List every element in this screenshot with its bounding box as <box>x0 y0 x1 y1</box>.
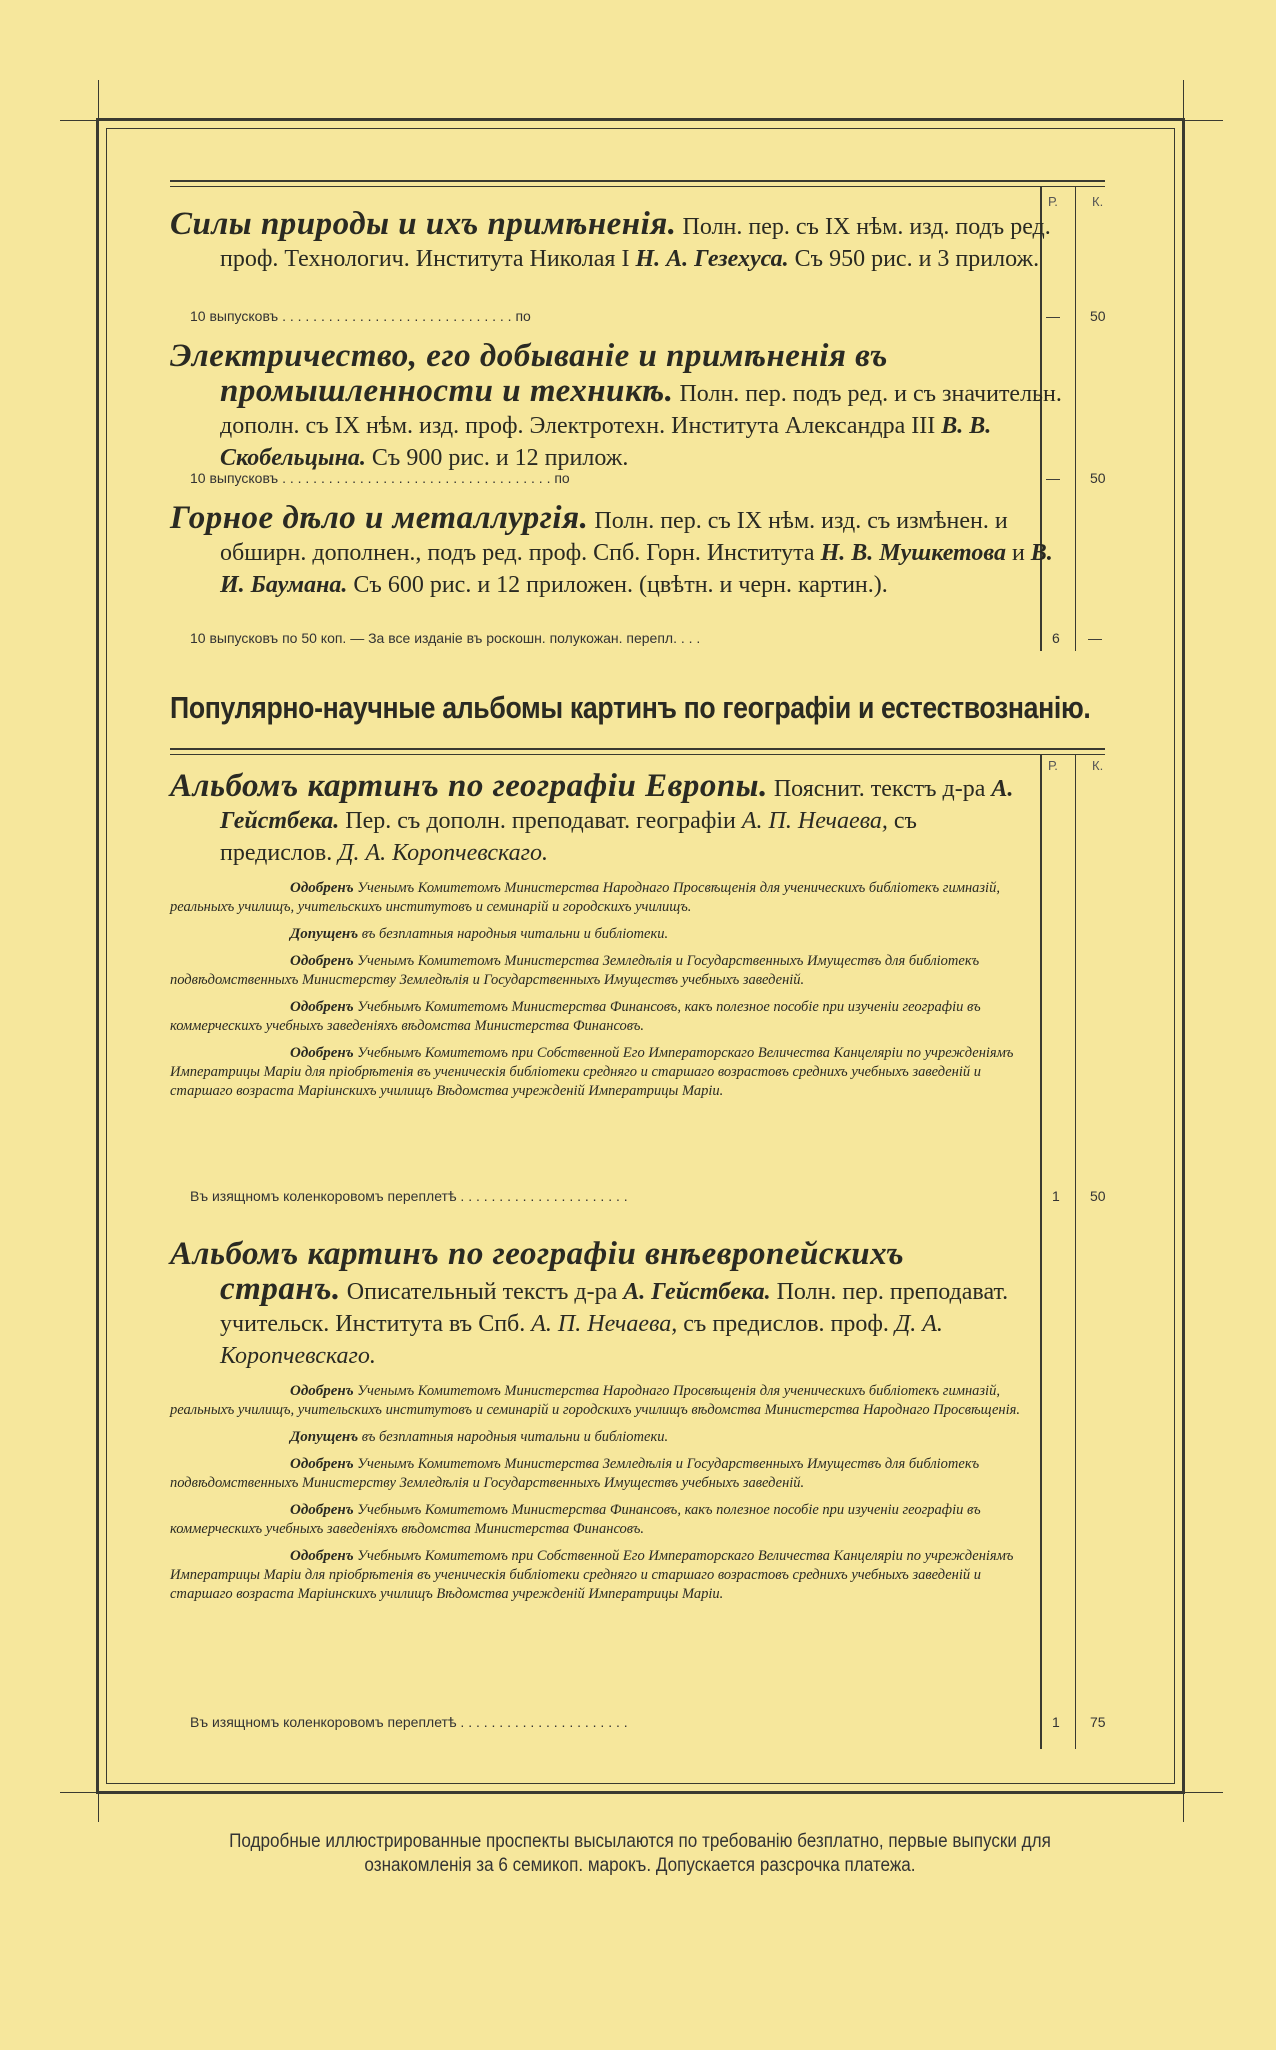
section-rule <box>170 748 1105 750</box>
album-author: А. Гейстбека. <box>220 776 1014 834</box>
price-rub: 6 <box>1052 630 1060 646</box>
entry-tail: 10 выпусковъ по 50 коп. — За все изданіе въ роскошн. полукожан. перепл. . . . <box>190 630 701 646</box>
top-rule <box>170 186 1105 187</box>
price-rub: 1 <box>1052 1714 1060 1730</box>
price-kop: 50 <box>1090 308 1106 324</box>
column-header-kop: К. <box>1092 194 1104 209</box>
column-header-rub: Р. <box>1048 758 1058 773</box>
entry-title: Силы природы и ихъ примѣненія. <box>170 206 677 242</box>
price-rub: 1 <box>1052 1188 1060 1204</box>
album-title: Альбомъ картинъ по географіи внѣевропейскихъ странъ. <box>170 1236 905 1307</box>
entry-tail: 10 выпусковъ . . . . . . . . . . . . . . . . . . . . . . . . . . . . . . по <box>190 308 531 324</box>
price-kop: 50 <box>1090 470 1106 486</box>
album-author: А. Гейстбека. <box>623 1279 771 1305</box>
approval-note: Одобренъ Учебнымъ Комитетомъ при Собственной Его Императорскаго Величества Канцеляріи по учрежденіямъ Императрицы Маріи для пріобрѣтенія въ ученическія библіотеки средняго и старшаго возрастовъ среднихъ учебныхъ заведеній и старшаго возраста Маріинскихъ училищъ Вѣдомства учрежденій Императрицы Маріи. <box>170 1548 1014 1602</box>
footer-note: Подробные иллюстрированные проспекты высылаются по требованію безплатно, первые выпуски для ознакомленія за 6 семикоп. марокъ. Допускается разсрочка платежа. <box>229 1831 1051 1876</box>
crop-mark <box>1183 80 1184 120</box>
album-entry <box>170 1238 1020 1612</box>
entry-description: и <box>1005 540 1031 566</box>
album-tail: Въ изящномъ коленкоровомъ переплетѣ . . . . . . . . . . . . . . . . . . . . . . <box>190 1188 628 1204</box>
price-kop: — <box>1088 630 1102 646</box>
entry-description: Съ 950 рис. и 3 прилож. <box>788 246 1040 272</box>
album-editor: Д. А. Коропчевскаго. <box>220 1311 943 1369</box>
album-description: съ предислов. проф. <box>677 1311 895 1337</box>
entry-title: Горное дѣло и металлургія. <box>170 500 589 536</box>
approval-notes <box>170 879 1020 1101</box>
entry-description: Съ 600 рис. и 12 приложен. (цвѣтн. и черн. картин.). <box>347 572 888 598</box>
top-rule <box>170 180 1105 182</box>
section-heading: Популярно-научные альбомы картинъ по географіи и естествознанію. <box>170 690 1091 725</box>
album-description: Пер. съ дополн. преподават. географіи <box>339 808 742 834</box>
album-heading <box>170 770 1020 869</box>
album-editor: А. П. Нечаева, <box>531 1311 678 1337</box>
price-kop: 50 <box>1090 1188 1106 1204</box>
crop-mark <box>60 1792 100 1793</box>
album-title: Альбомъ картинъ по географіи Европы. <box>170 768 768 804</box>
approval-note: Допущенъ въ безплатныя народныя читальни и библіотеки. <box>290 926 669 942</box>
album-description: Пояснит. текстъ д-ра <box>767 776 992 802</box>
column-header-rub: Р. <box>1048 194 1058 209</box>
price-column-rule <box>1075 186 1076 651</box>
crop-mark <box>98 80 99 120</box>
price-column-rule <box>1075 754 1076 1749</box>
price-rub: — <box>1046 470 1060 486</box>
price-kop: 75 <box>1090 1714 1106 1730</box>
catalog-entry <box>170 340 1070 474</box>
album-heading <box>170 1238 1020 1372</box>
crop-mark <box>1183 1792 1223 1793</box>
approval-note: Допущенъ въ безплатныя народныя читальни и библіотеки. <box>290 1429 669 1445</box>
album-editor: А. П. Нечаева, <box>741 808 888 834</box>
album-entry <box>170 770 1020 1109</box>
section-rule <box>170 754 1105 755</box>
entry-author: В. В. Скобельцына. <box>220 413 992 471</box>
catalog-entry <box>170 208 1070 275</box>
price-column-rule <box>1040 754 1042 1749</box>
album-description: съ предислов. <box>220 808 917 866</box>
approval-note: Одобренъ Учебнымъ Комитетомъ Министерства Финансовъ, какъ полезное пособіе при изученіи географіи въ коммерческихъ учебныхъ заведеніяхъ вѣдомства Министерства Финансовъ. <box>170 999 981 1034</box>
crop-mark <box>98 1792 99 1822</box>
crop-mark <box>60 120 100 121</box>
approval-note: Одобренъ Ученымъ Комитетомъ Министерства Земледѣлія и Государственныхъ Имуществъ для библіотекъ подвѣдомственныхъ Министерству Земледѣлія и Государственныхъ Имуществъ учебныхъ заведеній. <box>170 1456 980 1491</box>
entry-description: Съ 900 рис. и 12 прилож. <box>365 445 629 471</box>
crop-mark <box>1183 120 1223 121</box>
album-description: Описательный текстъ д-ра <box>340 1279 624 1305</box>
entry-description: Полн. пер. съ IX нѣм. изд. съ измѣнен. и обширн. дополнен., подъ ред. проф. Спб. Горн. Института <box>220 508 1008 566</box>
entry-author: Н. В. Мушкетова <box>820 540 1006 566</box>
album-tail: Въ изящномъ коленкоровомъ переплетѣ . . . . . . . . . . . . . . . . . . . . . . <box>190 1714 628 1730</box>
entry-author: Н. А. Гезехуса. <box>635 246 789 272</box>
approval-note: Одобренъ Ученымъ Комитетомъ Министерства Земледѣлія и Государственныхъ Имуществъ для библіотекъ подвѣдомственныхъ Министерству Земледѣлія и Государственныхъ Имуществъ учебныхъ заведеній. <box>170 953 980 988</box>
entry-description: Полн. пер. съ IX нѣм. изд. подъ ред. проф. Технологич. Института Николая I <box>220 214 1051 272</box>
entry-title: Электричество, его добываніе и примѣненія въ промышленности и техникѣ. <box>170 338 888 409</box>
approval-note: Одобренъ Ученымъ Комитетомъ Министерства Народнаго Просвѣщенія для ученическихъ библіотекъ гимназій, реальныхъ училищъ, учительскихъ институтовъ и семинарій и городскихъ училищъ вѣдомства Министерства Народнаго Просвѣщенія. <box>170 1383 1020 1418</box>
price-rub: — <box>1046 308 1060 324</box>
album-editor: Д. А. Коропчевскаго. <box>338 840 549 866</box>
crop-mark <box>1183 1792 1184 1822</box>
approval-note: Одобренъ Учебнымъ Комитетомъ Министерства Финансовъ, какъ полезное пособіе при изученіи географіи въ коммерческихъ учебныхъ заведеніяхъ вѣдомства Министерства Финансовъ. <box>170 1502 981 1537</box>
entry-author: В. И. Баумана. <box>220 540 1053 598</box>
entry-tail: 10 выпусковъ . . . . . . . . . . . . . . . . . . . . . . . . . . . . . . . . . . . по <box>190 470 570 486</box>
column-header-kop: К. <box>1092 758 1104 773</box>
approval-note: Одобренъ Учебнымъ Комитетомъ при Собственной Его Императорскаго Величества Канцеляріи по учрежденіямъ Императрицы Маріи для пріобрѣтенія въ ученическія библіотеки средняго и старшаго возрастовъ среднихъ учебныхъ заведеній и старшаго возраста Маріинскихъ училищъ Вѣдомства учрежденій Императрицы Маріи. <box>170 1045 1014 1099</box>
approval-notes <box>170 1382 1020 1604</box>
approval-note: Одобренъ Ученымъ Комитетомъ Министерства Народнаго Просвѣщенія для ученическихъ библіотекъ гимназій, реальныхъ училищъ, учительскихъ институтовъ и семинарій и городскихъ училищъ. <box>170 880 1000 915</box>
album-description: Полн. пер. преподават. учительск. Института въ Спб. <box>220 1279 1009 1337</box>
entry-description: Полн. пер. подъ ред. и съ значительн. дополн. съ IX нѣм. изд. проф. Электротехн. Института Александра III <box>220 381 1062 439</box>
catalog-entry <box>170 502 1070 601</box>
